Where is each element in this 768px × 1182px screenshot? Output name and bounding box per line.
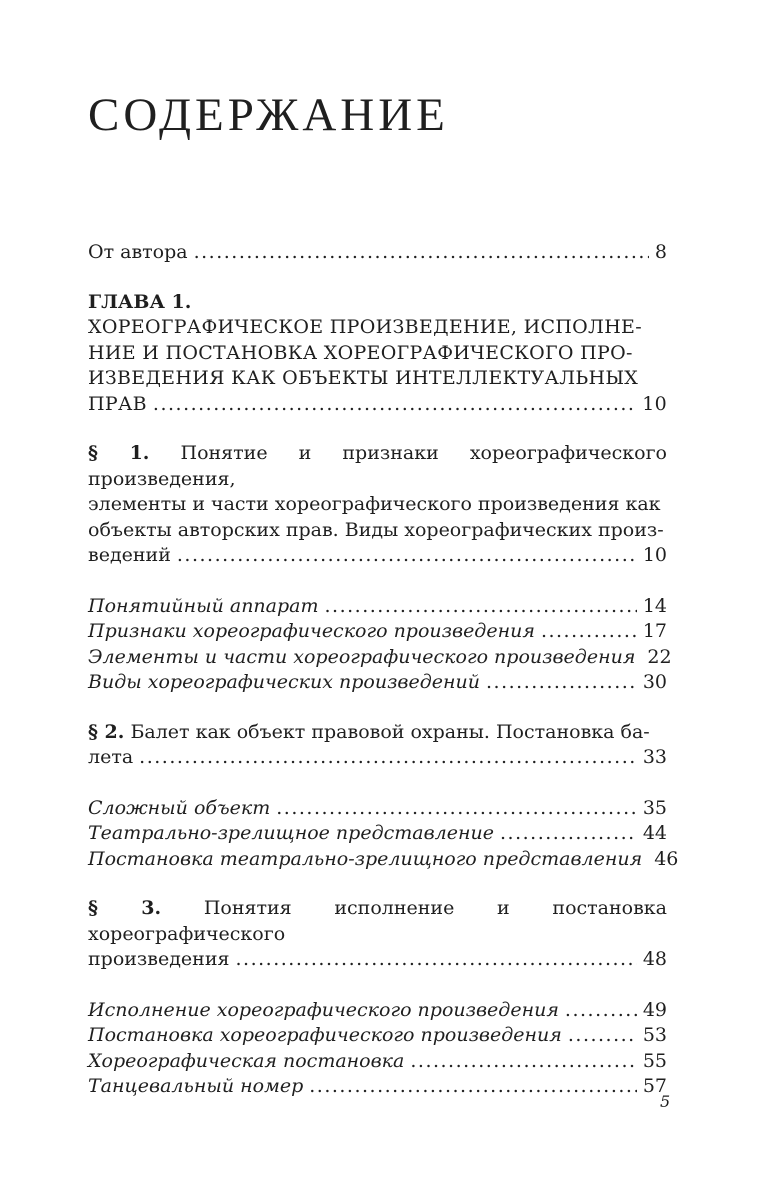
dot-leader <box>177 543 637 569</box>
dot-leader <box>325 594 637 620</box>
chapter-title-line: ХОРЕОГРАФИЧЕСКОЕ ПРОИЗВЕДЕНИЕ, ИСПОЛНЕ- <box>88 316 642 338</box>
subsection-label: Театрально-зрелищное представление <box>88 822 494 844</box>
subsection-entry[interactable] <box>88 1074 667 1100</box>
subsection-list <box>88 594 672 696</box>
toc-page-number: 17 <box>642 620 667 642</box>
subsection-entry[interactable] <box>88 998 667 1024</box>
dot-leader <box>276 796 637 822</box>
toc-page-number: 10 <box>642 392 667 415</box>
subsection-label: Элементы и части хореографического произведения <box>88 645 636 668</box>
subsection-entry[interactable] <box>88 619 667 645</box>
toc-page-number: 44 <box>642 822 667 844</box>
subsection-label: Постановка театрально-зрелищного представления <box>88 847 643 870</box>
subsection-label: Сложный объект <box>88 796 271 819</box>
dot-leader <box>236 947 637 973</box>
subsection-label: Понятийный аппарат <box>88 594 319 617</box>
section-title-line: Понятие и признаки хореографического произведения, <box>88 442 667 490</box>
toc-page-number: 53 <box>642 1024 667 1046</box>
subsection-label: Исполнение хореографического произведения <box>88 998 559 1021</box>
toc-page-number: 14 <box>642 594 667 617</box>
chapter-title-line: НИЕ И ПОСТАНОВКА ХОРЕОГРАФИЧЕСКОГО ПРО- <box>88 341 633 364</box>
page-number: 5 <box>660 1092 671 1111</box>
section-title-line: объекты авторских прав. Виды хореографических произ- <box>88 518 664 541</box>
section-title-line: Понятия исполнение и постановка хореографического <box>88 897 667 945</box>
toc-page-number: 22 <box>647 645 672 668</box>
subsection-entry[interactable] <box>88 594 667 620</box>
section-title-line: ведений <box>88 544 171 566</box>
section-2-entry[interactable] <box>88 720 667 771</box>
subsection-entry[interactable] <box>88 796 667 822</box>
dot-leader <box>153 392 636 418</box>
toc-page-number: 30 <box>642 671 667 693</box>
toc-page-number: 8 <box>654 241 667 263</box>
toc-page-number: 10 <box>642 544 667 566</box>
section-number: § 3. <box>88 897 162 919</box>
subsection-label: Признаки хореографического произведения <box>88 620 535 642</box>
section-number: § 2. <box>88 720 125 743</box>
subsection-entry[interactable] <box>88 645 672 671</box>
chapter-title[interactable] <box>88 315 667 417</box>
subsection-entry[interactable] <box>88 1023 667 1049</box>
section-title-line: элементы и части хореографического произведения как <box>88 493 661 515</box>
chapter-title-line: ИЗВЕДЕНИЯ КАК ОБЪЕКТЫ ИНТЕЛЛЕКТУАЛЬНЫХ <box>88 367 639 389</box>
dot-leader <box>500 821 637 847</box>
toc-page-number: 55 <box>642 1049 667 1072</box>
toc-entry-label: От автора <box>88 241 188 263</box>
toc-page-number: 48 <box>642 948 667 970</box>
dot-leader <box>565 998 637 1024</box>
section-3-entry[interactable] <box>88 896 667 973</box>
toc-page-number: 33 <box>642 746 667 768</box>
chapter-label: ГЛАВА 1. <box>88 290 192 313</box>
subsection-label: Виды хореографических произведений <box>88 671 481 693</box>
dot-leader <box>486 670 637 696</box>
toc-page-number: 57 <box>642 1075 667 1097</box>
subsection-entry[interactable] <box>88 670 667 696</box>
subsection-entry[interactable] <box>88 821 667 847</box>
toc-page-number: 46 <box>654 847 679 870</box>
table-of-contents <box>88 240 679 1100</box>
toc-page-number: 35 <box>642 796 667 819</box>
subsection-list <box>88 796 679 873</box>
section-number: § 1. <box>88 442 150 464</box>
subsection-label: Хореографическая постановка <box>88 1049 405 1072</box>
section-title-line: Балет как объект правовой охраны. Постановка ба- <box>130 720 650 743</box>
subsection-list <box>88 998 667 1100</box>
subsection-entry[interactable] <box>88 1049 667 1075</box>
dot-leader <box>194 240 649 266</box>
dot-leader <box>568 1023 637 1049</box>
section-1-entry[interactable] <box>88 441 667 569</box>
subsection-entry[interactable] <box>88 847 679 873</box>
subsection-label: Танцевальный номер <box>88 1075 304 1097</box>
section-title-line: произведения <box>88 948 230 970</box>
section-title-line: лета <box>88 746 134 768</box>
page-title: СОДЕРЖАНИЕ <box>88 89 449 141</box>
dot-leader <box>309 1074 637 1100</box>
chapter-title-last-line <box>88 392 667 418</box>
dot-leader <box>541 619 637 645</box>
dot-leader <box>139 745 637 771</box>
toc-page-number: 49 <box>642 998 667 1021</box>
toc-entry-intro[interactable] <box>88 240 667 266</box>
dot-leader <box>410 1049 636 1075</box>
subsection-label: Постановка хореографического произведения <box>88 1024 562 1046</box>
chapter-title-line: ПРАВ <box>88 392 147 415</box>
